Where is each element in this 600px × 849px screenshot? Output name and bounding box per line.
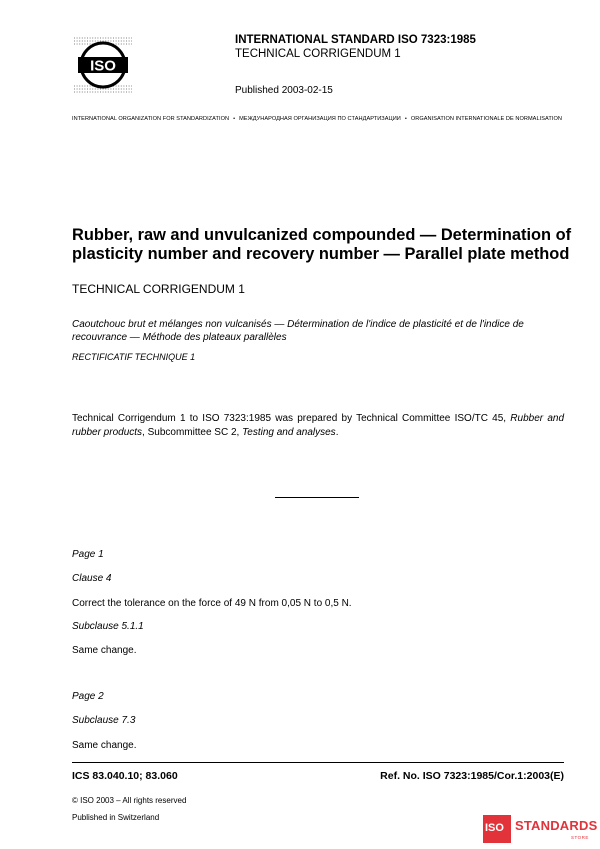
correction-text: Same change. xyxy=(72,740,137,751)
correction-text: Correct the tolerance on the force of 49 N from 0,05 N to 0,5 N. xyxy=(72,598,352,609)
org-name-en: INTERNATIONAL ORGANIZATION FOR STANDARDIZATION xyxy=(72,116,230,122)
org-name-ru: МЕЖДУНАРОДНАЯ ОРГАНИЗАЦИЯ ПО СТАНДАРТИЗАЦИИ xyxy=(239,116,401,122)
standard-title: INTERNATIONAL STANDARD ISO 7323:1985 xyxy=(235,34,476,46)
store-small-label: STORE xyxy=(571,835,589,840)
org-separator: • xyxy=(233,116,236,122)
page-ref: Page 1 xyxy=(72,549,104,560)
french-corrigendum: RECTIFICATIF TECHNIQUE 1 xyxy=(72,352,196,362)
footer-divider xyxy=(72,762,564,763)
subclause-ref: Subclause 5.1.1 xyxy=(72,621,144,632)
store-iso-text: ISO xyxy=(485,822,504,834)
store-logo-box xyxy=(483,815,511,843)
intro-text: Technical Corrigendum 1 to ISO 7323:1985 was prepared by Technical Committee ISO/TC 45, xyxy=(72,413,507,424)
org-separator: • xyxy=(404,116,407,122)
corrigendum-heading: TECHNICAL CORRIGENDUM 1 xyxy=(72,282,245,296)
correction-text: Same change. xyxy=(72,645,137,656)
ics-code: ICS 83.040.10; 83.060 xyxy=(72,770,178,782)
corrigendum-label: TECHNICAL CORRIGENDUM 1 xyxy=(235,48,401,60)
copyright: © ISO 2003 – All rights reserved xyxy=(72,796,187,805)
subcommittee-name: Testing and analyses xyxy=(242,427,336,438)
divider xyxy=(275,497,359,498)
page-ref: Page 2 xyxy=(72,691,104,702)
french-title: Caoutchouc brut et mélanges non vulcanisés — Détermination de l'indice de plasticité et de l'indice de recouvrance — Méthode des plateaux parallèles xyxy=(72,319,524,343)
clause-ref: Clause 4 xyxy=(72,573,112,584)
document-title: Rubber, raw and unvulcanized compounded — Determination of plasticity number and recovery number — Parallel plate method xyxy=(72,226,572,263)
intro-text: , Subcommittee SC 2, xyxy=(142,427,240,438)
organization-line xyxy=(72,116,562,122)
org-name-fr: ORGANISATION INTERNATIONALE DE NORMALISATION xyxy=(410,116,562,122)
logo-text: ISO xyxy=(90,57,116,75)
store-label: STANDARDS xyxy=(515,818,598,833)
committee-name: Rubber and rubber products xyxy=(72,413,565,438)
reference-number: Ref. No. ISO 7323:1985/Cor.1:2003(E) xyxy=(380,770,564,782)
published-in: Published in Switzerland xyxy=(72,813,160,822)
iso-logo xyxy=(72,34,134,96)
iso-standards-store-badge[interactable] xyxy=(483,815,598,843)
intro-text: . xyxy=(335,427,339,438)
subclause-ref: Subclause 7.3 xyxy=(72,715,136,726)
published-date: Published 2003-02-15 xyxy=(235,85,333,96)
intro-paragraph xyxy=(72,412,564,440)
